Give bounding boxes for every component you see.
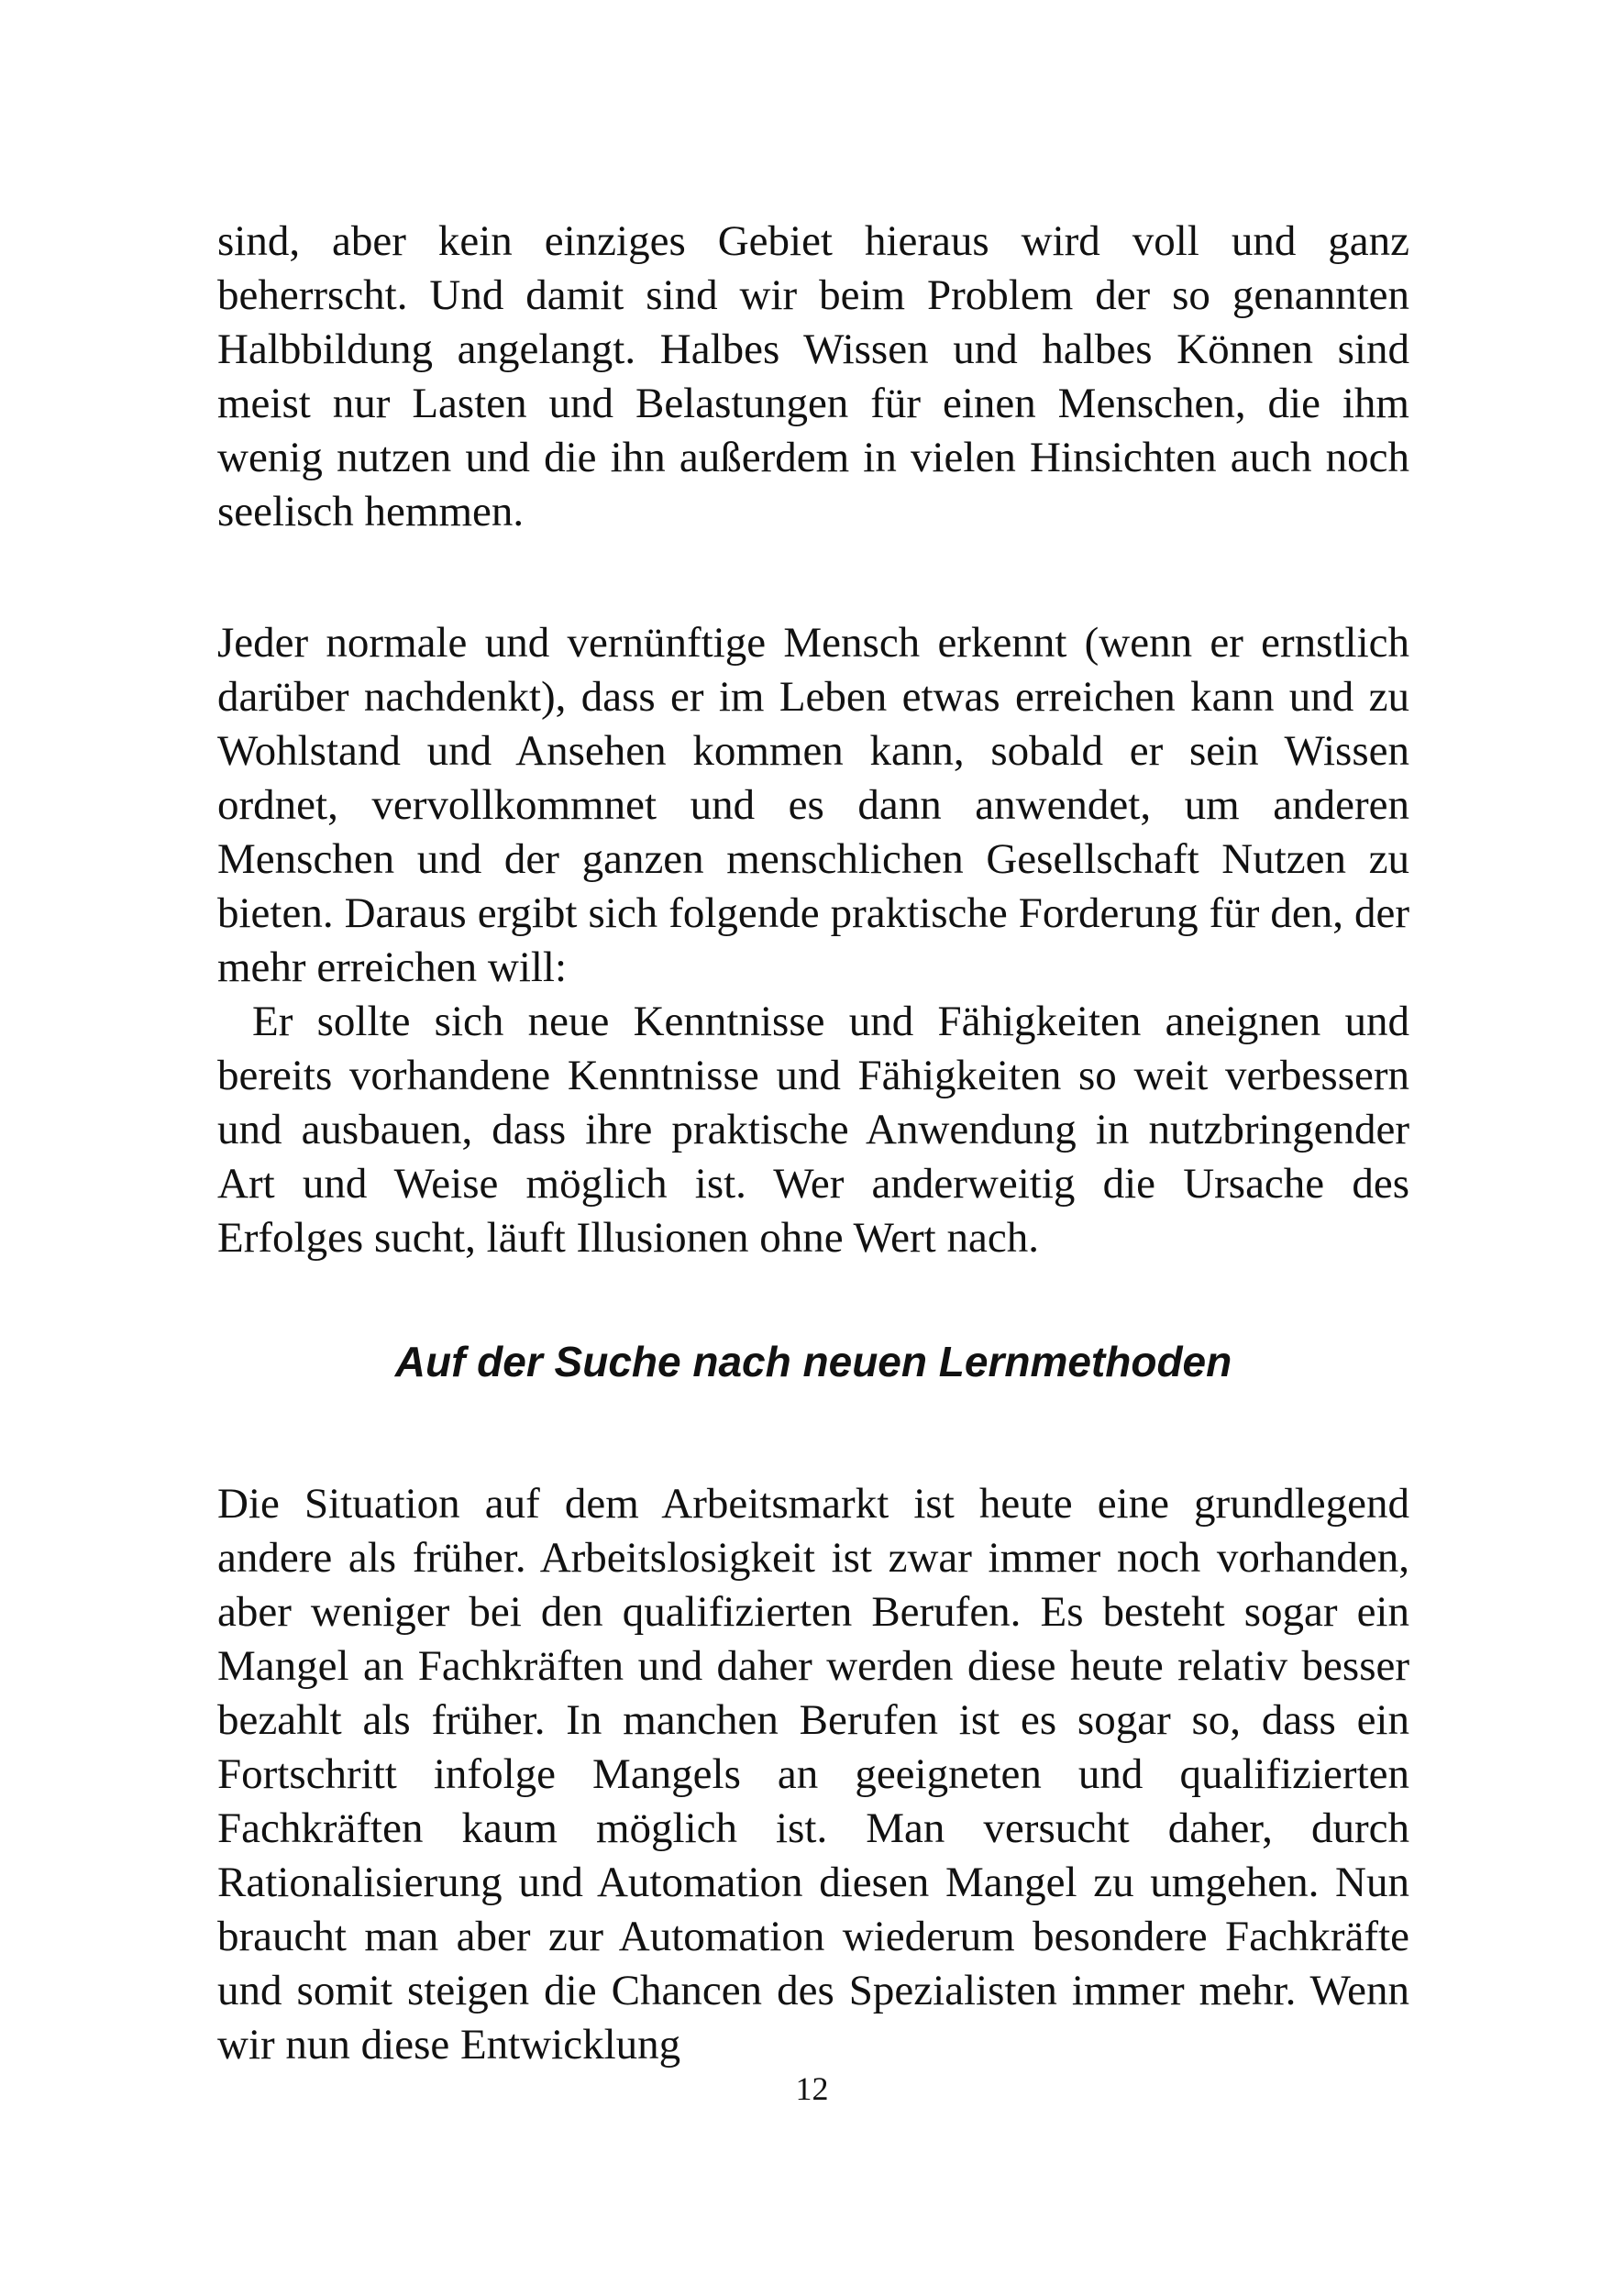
paragraph-arbeitsmarkt: Die Situation auf dem Arbeitsmarkt ist heute eine grundlegend andere als früher. Arbeitslosigkeit ist zwar immer noch vorhanden, aber weniger bei den qualifizierten Berufen. Es besteht sogar ein Mangel an Fachkräften und daher werden diese heute relativ besser bezahlt als früher. In manchen Berufen ist es sogar so, dass ein Fortschritt infolge Mangels an geeigneten und qualifizierten Fachkräften kaum möglich ist. Man versucht daher, durch Rationalisierung und Automation diesen Mangel zu umgehen. Nun braucht man aber zur Automation wiederum besondere Fachkräfte und somit steigen die Chancen des Spezialisten immer mehr. Wenn wir nun diese Entwicklung	[217, 1480, 1409, 2069]
paragraph-vernuenftiger-mensch: Jeder normale und vernünftige Mensch erkennt (wenn er ernstlich darüber nachdenkt), dass er im Leben etwas erreichen kann und zu Wohlstand und Ansehen kommen kann, sobald er sein Wissen ordnet, vervollkommnet und es dann anwendet, um anderen Menschen und der ganzen menschlichen Gesellschaft Nutzen zu bieten. Daraus ergibt sich folgende praktische Forderung für den, der mehr erreichen will:	[217, 619, 1409, 991]
paragraph-halbbildung: sind, aber kein einziges Gebiet hieraus wird voll und ganz beherrscht. Und damit sind wir beim Problem der so genannten Halbbildung angelangt. Halbes Wissen und halbes Können sind meist nur Lasten und Belastungen für einen Menschen, die ihm wenig nutzen und die ihn außerdem in vielen Hinsichten auch noch seelisch hemmen.	[217, 217, 1409, 535]
page-number: 12	[795, 2070, 829, 2107]
section-heading: Auf der Suche nach neuen Lernmethoden	[394, 1338, 1232, 1385]
paragraph-forderung: Er sollte sich neue Kenntnisse und Fähigkeiten aneignen und bereits vorhandene Kenntnisse und Fähigkeiten so weit verbessern und ausbauen, dass ihre praktische Anwendung in nutzbringender Art und Weise möglich ist. Wer anderweitig die Ursache des Erfolges sucht, läuft Illusionen ohne Wert nach.	[217, 998, 1409, 1262]
